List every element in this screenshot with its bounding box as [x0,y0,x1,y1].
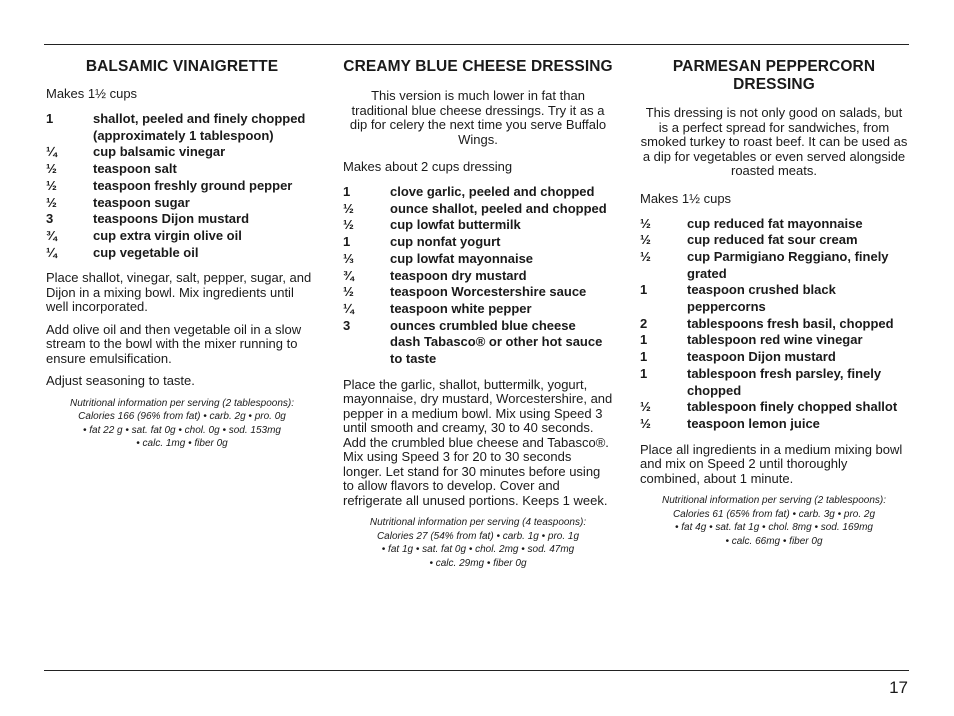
ingredient-list [343,184,613,368]
ingredient-item [343,201,613,218]
ingredient-qty: ¾ [46,227,57,243]
ingredient-item [343,301,613,318]
ingredient-text: shallot, peeled and finely chopped (approximately 1 tablespoon) [93,111,306,143]
ingredient-item [640,216,908,233]
nutrition-info [343,516,613,570]
nutrition-line: Nutritional information per serving (2 tablespoons): [70,397,294,409]
ingredient-text: teaspoon dry mustard [390,267,527,283]
ingredient-qty: ½ [640,232,651,248]
page-number: 17 [889,678,908,697]
recipe-yield: Makes about 2 cups dressing [343,159,513,174]
ingredient-qty: 3 [343,317,351,333]
ingredient-text: teaspoon Worcestershire sauce [390,284,587,300]
ingredient-qty: 2 [640,315,648,331]
ingredient-text: teaspoon Dijon mustard [687,349,836,365]
ingredient-qty: ¼ [46,144,57,160]
ingredient-item [343,234,613,251]
ingredient-qty: 1 [46,111,54,126]
recipe-yield: Makes 1½ cups [640,190,732,206]
ingredient-text: cup reduced fat sour cream [687,232,858,248]
recipe-creamy-blue-cheese [343,58,613,570]
nutrition-info [46,397,318,451]
nutrition-line: Nutritional information per serving (2 tablespoons): [662,495,886,507]
recipe-balsamic-vinaigrette [46,58,318,451]
recipe-title: BALSAMIC VINAIGRETTE [85,58,279,75]
ingredient-item [46,245,318,262]
recipe-parmesan-peppercorn [640,58,908,548]
ingredient-item [343,217,613,234]
ingredient-qty: ⅓ [343,250,354,266]
ingredient-text: teaspoon crushed black peppercorns [687,282,836,315]
ingredient-qty: 1 [343,184,351,199]
ingredient-qty: 3 [46,211,54,227]
ingredient-text: cup extra virgin olive oil [93,227,242,243]
ingredient-item [343,284,613,301]
ingredient-item [640,366,908,399]
ingredient-text: tablespoon finely chopped shallot [687,399,898,415]
ingredient-text: ounce shallot, peeled and chopped [390,200,607,216]
ingredient-text: cup lowfat mayonnaise [390,250,534,266]
ingredient-item [640,332,908,349]
recipe-title: PARMESAN PEPPERCORN DRESSING [672,58,876,93]
nutrition-line: Calories 27 (54% from fat) • carb. 1g • pro. 1g [376,530,580,542]
recipe-yield: Makes 1½ cups [46,86,138,101]
ingredient-text: teaspoon white pepper [390,300,532,316]
ingredient-text: teaspoon salt [93,161,177,177]
instructions-paragraph: Place the garlic, shallot, buttermilk, yogurt, mayonnaise, dry mustard, Worcestershire, and pepper in a medium bowl. Mix using Speed 3 until smooth and creamy, 30 to 40 seconds. Add the crumbled blue cheese and Tabasco®. Mix using Speed 3 for 20 to 30 seconds longer. Let stand for 30 minutes before using to allow flavors to develop. Cover and refrigerate all unused portions. Keeps 1 week. [343,376,613,508]
ingredient-text: cup Parmigiano Reggiano, finely grated [687,248,889,281]
ingredient-list [46,111,318,261]
instructions-paragraph: Place all ingredients in a medium mixing bowl and mix on Speed 2 until thoroughly combined, about 1 minute. [640,441,903,486]
ingredient-text: ounces crumbled blue cheese [390,317,576,333]
top-rule [44,44,909,45]
instructions-paragraph: Adjust seasoning to taste. [46,373,195,389]
ingredient-qty: ½ [640,215,651,231]
ingredient-text: teaspoon freshly ground pepper [93,177,293,193]
nutrition-line: • fat 22 g • sat. fat 0g • chol. 0g • sod. 153mg [82,424,281,436]
ingredient-item [343,334,613,367]
ingredient-qty: ½ [640,399,651,415]
ingredient-qty: 1 [343,234,351,250]
ingredient-qty: 1 [640,332,648,348]
ingredient-qty: 1 [640,349,648,365]
ingredient-text: cup vegetable oil [93,244,199,260]
nutrition-line: • calc. 29mg • fiber 0g [429,557,527,569]
ingredient-item [640,349,908,366]
ingredient-item [46,195,318,212]
instructions-paragraph: Add olive oil and then vegetable oil in a slow stream to the bowl with the mixer running to ensure emulsification. [46,321,302,366]
ingredient-item [46,144,318,161]
ingredient-item [640,282,908,315]
ingredient-qty: ½ [343,217,354,233]
ingredient-item [343,184,613,201]
ingredient-qty: 1 [640,282,648,298]
nutrition-line: • fat 1g • sat. fat 0g • chol. 2mg • sod. 47mg [381,544,575,556]
ingredient-text: teaspoon lemon juice [687,415,820,431]
ingredient-qty: ½ [46,194,57,210]
nutrition-line: • calc. 1mg • fiber 0g [136,438,228,450]
ingredient-text: teaspoon sugar [93,194,190,210]
ingredient-text: teaspoons Dijon mustard [93,211,250,227]
ingredient-qty: ½ [46,161,57,177]
ingredient-text: cup reduced fat mayonnaise [687,215,863,231]
recipe-intro: This dressing is not only good on salads, but is a perfect spread for sandwiches, from smoked turkey to roast beef. It can be used as a dip for vegetables or even served alongside roasted meats. [640,105,908,178]
ingredient-text: tablespoons fresh basil, chopped [687,315,894,331]
ingredient-item [46,161,318,178]
bottom-rule [44,670,909,671]
ingredient-text: dash Tabasco® or other hot sauce to taste [390,334,603,367]
ingredient-text: tablespoon fresh parsley, finely chopped [687,365,882,398]
ingredient-item [640,416,908,433]
nutrition-line: • fat 4g • sat. fat 1g • chol. 8mg • sod. 169mg [675,522,873,534]
ingredient-text: tablespoon red wine vinegar [687,332,863,348]
nutrition-info [640,494,908,548]
ingredient-qty: ½ [343,284,354,300]
ingredient-item [343,318,613,335]
ingredient-item [343,268,613,285]
ingredient-qty: ½ [640,248,651,264]
nutrition-line: • calc. 66mg • fiber 0g [725,535,823,547]
ingredient-item [46,178,318,195]
ingredient-qty: ¼ [343,300,354,316]
ingredient-text: cup lowfat buttermilk [390,217,521,233]
nutrition-line: Nutritional information per serving (4 teaspoons): [369,517,587,529]
ingredient-text: cup nonfat yogurt [390,234,501,250]
nutrition-line: Calories 166 (96% from fat) • carb. 2g • pro. 0g [78,411,286,423]
nutrition-line: Calories 61 (65% from fat) • carb. 3g • pro. 2g [672,508,876,520]
ingredient-item [640,316,908,333]
ingredient-qty: ½ [640,415,651,431]
ingredient-item [640,399,908,416]
ingredient-qty: ¼ [46,244,57,260]
recipe-title: CREAMY BLUE CHEESE DRESSING [343,58,613,75]
ingredient-item [46,228,318,245]
ingredient-qty: ½ [46,177,57,193]
ingredient-qty [343,334,390,367]
ingredient-item [46,211,318,228]
ingredient-item [343,251,613,268]
ingredient-list [640,216,908,433]
recipe-intro: This version is much lower in fat than traditional blue cheese dressings. Try it as a dip for celery the next time you serve Buffalo Wings. [349,88,607,147]
instructions-paragraph: Place shallot, vinegar, salt, pepper, sugar, and Dijon in a mixing bowl. Mix ingredients until well incorporated. [46,270,312,315]
ingredient-item [46,111,318,144]
ingredient-qty: 1 [640,365,648,381]
ingredient-item [640,232,908,249]
ingredient-item [640,249,908,282]
ingredient-text: cup balsamic vinegar [93,144,226,160]
ingredient-qty: ½ [343,200,354,216]
ingredient-text: clove garlic, peeled and chopped [390,184,595,199]
ingredient-qty: ¾ [343,267,354,283]
